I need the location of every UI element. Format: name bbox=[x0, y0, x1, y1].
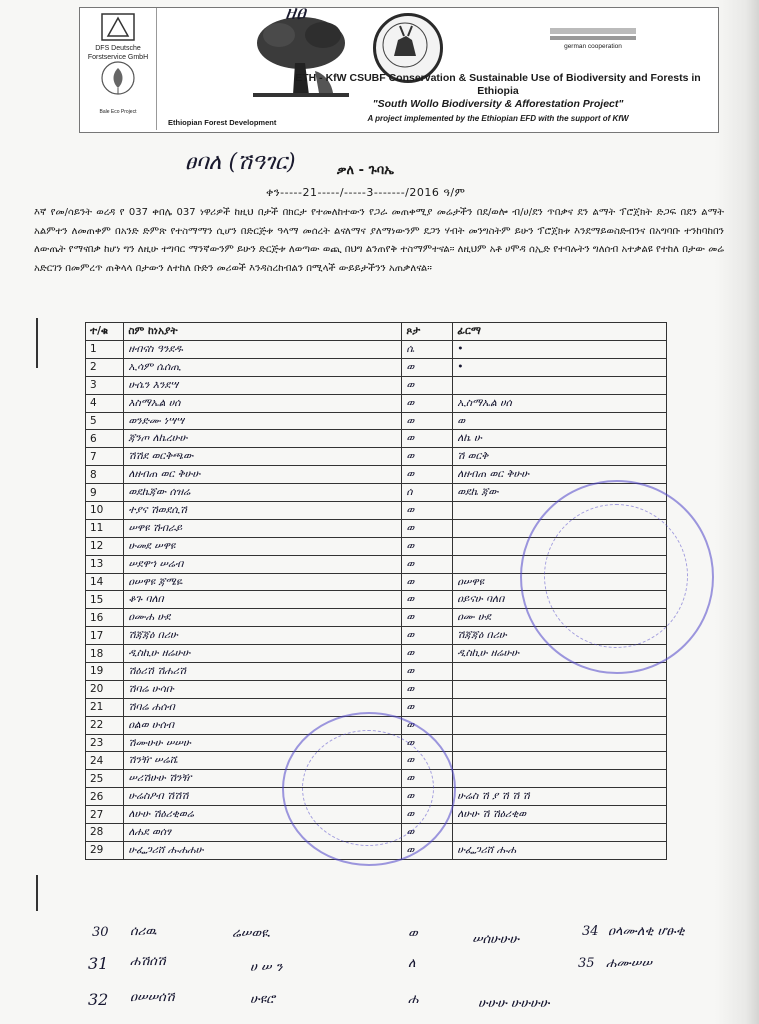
implementation-note: A project implemented by the Ethiopian EFD with the support of KfW bbox=[367, 114, 629, 123]
side-entry-number: 34 bbox=[582, 924, 599, 939]
attendee-signature: ለሁሁ ሽ ሽዕሪቂወ bbox=[453, 806, 667, 824]
stamp-inner-ring bbox=[544, 504, 688, 648]
attendee-sex: ወ bbox=[402, 680, 453, 698]
attendee-signature: ዐይናሁ ባለበ bbox=[453, 591, 667, 609]
attendee-name: ዘብናስ ዓንደዱ bbox=[124, 341, 402, 359]
table-row bbox=[86, 430, 667, 448]
table-row bbox=[86, 394, 667, 412]
row-number: 2 bbox=[86, 358, 124, 376]
attendee-signature bbox=[453, 734, 667, 752]
col-header-sex: ጾታ bbox=[402, 323, 453, 341]
attendee-name: ቆጉ ባለበ bbox=[124, 591, 402, 609]
attendee-signature bbox=[453, 824, 667, 842]
attendee-signature: ሁፌጋሪሸ ሑሐ bbox=[453, 841, 667, 859]
attendee-sex: ወ bbox=[402, 519, 453, 537]
row-number: 15 bbox=[86, 591, 124, 609]
minutes-body: እኛ የመ/ሳይንት ወረዳ የ 037 ቀበሌ 037 ነዋሪዎች ከዚህ በታች በክርታ የተመለከተውን የጋራ መጠቀሚያ መሬታችን በደ/ወሎ ብ/ሀ/ደን ጥበቃና ደን ልማት ፕሮጀክት ድጋፍ በደን ልማት አልምተን ለመጠቀም በአንድ ድምጽ የተስማማን ሲሆን በድርጅቱ ዓላማ መሰረት ልናለማና ያለማነውንም ደጋን ሃብት መንግስትም ይሁን ፕሮጀክቱ እንደማይወስድብንና በአግባቡ ተንከባከበን ለውጤት የማናበቃ ከሆነ ግን ለዚሁ ተግባር ማንኛውንም ይሁን ድርጅቱ ለወጣው ወጪ በህግ ልንጠየቅ ተስማምተናል። ለዚህም አቶ ሀሞዳ ሰኢድ የተባሉትን ግለሰብ አተቃልዩ የተከለ በታው መሬ አድርገን በመምረጥ ጠቅላላ በታውን ለተከለ ቡድን መሪወች እንዳስረከብልን በሚላች ውይይታችንን አጠቃለናል። bbox=[34, 207, 724, 274]
attendee-sex: ወ bbox=[402, 663, 453, 681]
row-number: 5 bbox=[86, 412, 124, 430]
row-number: 11 bbox=[86, 519, 124, 537]
side-entry-text: ሐሙሠሠ bbox=[606, 956, 652, 971]
col-header-signature: ፊርማ bbox=[453, 323, 667, 341]
row-number: 19 bbox=[86, 663, 124, 681]
attendee-sex: ወ bbox=[402, 537, 453, 555]
attendee-sex: ወ bbox=[402, 627, 453, 645]
row-number: 3 bbox=[86, 376, 124, 394]
attendee-name: ሽባሬ ሁሳቡ bbox=[124, 680, 402, 698]
attendee-name: ኢሳም ሴሰጢ bbox=[124, 358, 402, 376]
attendee-signature: ዐሠዋዩ bbox=[453, 573, 667, 591]
gc-logo-text: german cooperation bbox=[564, 43, 622, 50]
row-number: 28 bbox=[86, 824, 124, 842]
extra-row-sex: ወ bbox=[408, 926, 418, 941]
attendee-name: ወደኬጃው ሰዝሬ bbox=[124, 484, 402, 502]
attendee-name: ሽሽደ ወርቅጫው bbox=[124, 448, 402, 466]
attendee-sex: ወ bbox=[402, 698, 453, 716]
attendee-name: ጃንጦ ለኬረሁሁ bbox=[124, 430, 402, 448]
extra-row-signature: ሁሁሁ ሁሁሁሁ bbox=[478, 996, 550, 1011]
row-number: 12 bbox=[86, 537, 124, 555]
attendee-name: ሠሪሽሁሁ ሽንዥ bbox=[124, 770, 402, 788]
attendee-name: ለሐደ ወሰፃ bbox=[124, 824, 402, 842]
col-header-number: ተ/ቁ bbox=[86, 323, 124, 341]
attendee-sex: ወ bbox=[402, 466, 453, 484]
attendee-signature: ሽ ወርቅ bbox=[453, 448, 667, 466]
attendee-signature: ለኬ ሁ bbox=[453, 430, 667, 448]
attendee-name: እስማኤል ሀሰ bbox=[124, 394, 402, 412]
handwritten-heading: ፀባለ (ሽዓገር) bbox=[185, 150, 296, 175]
german-cooperation-logo bbox=[550, 28, 636, 58]
attendee-name: ለዘብጠ ወር ቅሁሁ bbox=[124, 466, 402, 484]
table-row bbox=[86, 448, 667, 466]
attendee-signature: ሽጃጃዕ በሪሁ bbox=[453, 627, 667, 645]
col-header-name: ስም ከነአያት bbox=[124, 323, 402, 341]
letterhead bbox=[79, 7, 719, 133]
attendee-sex: ወ bbox=[402, 734, 453, 752]
attendee-signature: ወ bbox=[453, 412, 667, 430]
attendee-sex: ወ bbox=[402, 502, 453, 520]
row-number: 9 bbox=[86, 484, 124, 502]
row-number: 7 bbox=[86, 448, 124, 466]
row-number: 25 bbox=[86, 770, 124, 788]
table-row bbox=[86, 358, 667, 376]
attendee-sex: ወ bbox=[402, 394, 453, 412]
extra-row-name2: ሁዩሮ bbox=[250, 992, 275, 1007]
extra-row-name2: ሬሠወዪ bbox=[232, 926, 270, 941]
attendee-name: ሽዕሪሽ ሽሐሪሽ bbox=[124, 663, 402, 681]
attendee-signature bbox=[453, 376, 667, 394]
attendee-sex: ወ bbox=[402, 573, 453, 591]
attendee-name: ሽንዥ ሠሬሼ bbox=[124, 752, 402, 770]
extra-row-number: 30 bbox=[92, 925, 109, 940]
table-row bbox=[86, 680, 667, 698]
attendee-sex: ወ bbox=[402, 609, 453, 627]
attendee-sex: ወ bbox=[402, 806, 453, 824]
attendee-signature bbox=[453, 770, 667, 788]
efd-logo bbox=[160, 8, 280, 130]
attendee-sex: ሴ bbox=[402, 341, 453, 359]
attendee-name: ሽጃጃዕ በሪሁ bbox=[124, 627, 402, 645]
date-line: ቀን-----21-----/-----3-------/2016 ዓ/ም bbox=[266, 186, 466, 199]
row-number: 10 bbox=[86, 502, 124, 520]
attendee-name: ለሁሁ ሽዕሪቂወሬ bbox=[124, 806, 402, 824]
attendee-name: ዐሙሐ ሁደ bbox=[124, 609, 402, 627]
attendee-sex: ወ bbox=[402, 591, 453, 609]
attendee-sex: ወ bbox=[402, 824, 453, 842]
attendee-signature: • bbox=[453, 341, 667, 359]
attendee-signature bbox=[453, 716, 667, 734]
project-title: ETH - KfW CSUBF Conservation & Sustainable Use of Biodiversity and Forests in Ethiopia bbox=[295, 72, 701, 97]
attendee-sex: ወ bbox=[402, 841, 453, 859]
scan-edge-shadow bbox=[715, 0, 759, 1024]
project-subtitle: "South Wollo Biodiversity & Afforestation Project" bbox=[372, 98, 624, 110]
attendee-sex: ወ bbox=[402, 555, 453, 573]
attendee-sex: ወ bbox=[402, 645, 453, 663]
extra-row-name2: ሀ ሠ ን bbox=[250, 960, 283, 975]
attendee-name: ተያና ሽወደሲሽ bbox=[124, 502, 402, 520]
side-entry-number: 35 bbox=[578, 956, 595, 971]
attendee-name: ሁፌጋሪሸ ሑሐሐሁ bbox=[124, 841, 402, 859]
attendee-signature: ሁሬስ ሽ ያ ሽ ሽ ሽ bbox=[453, 788, 667, 806]
row-number: 26 bbox=[86, 788, 124, 806]
table-header-row bbox=[86, 323, 667, 341]
attendee-name: ሽሙሁሁ ሠሠሁ bbox=[124, 734, 402, 752]
row-number: 1 bbox=[86, 341, 124, 359]
extra-row-name: ሐሽሰሽ bbox=[130, 954, 166, 969]
row-number: 16 bbox=[86, 609, 124, 627]
attendee-sex: ወ bbox=[402, 430, 453, 448]
table-row bbox=[86, 376, 667, 394]
row-number: 18 bbox=[86, 645, 124, 663]
attendee-sex: ወ bbox=[402, 752, 453, 770]
attendee-name: ሠደዋኀ ሠሬብ bbox=[124, 555, 402, 573]
attendee-signature: ዲስኪሁ ዘሬሁሁ bbox=[453, 645, 667, 663]
attendee-sex: ወ bbox=[402, 788, 453, 806]
attendee-signature bbox=[453, 698, 667, 716]
row-number: 6 bbox=[86, 430, 124, 448]
attendee-signature: ለዘብጠ ወር ቅሁሁ bbox=[453, 466, 667, 484]
minutes-title: ቃለ - ጉባኤ bbox=[337, 163, 394, 178]
attendee-sex: ወ bbox=[402, 448, 453, 466]
attendee-sex: ወ bbox=[402, 770, 453, 788]
extra-row-name: ሰሪዉ bbox=[130, 924, 157, 939]
row-number: 29 bbox=[86, 841, 124, 859]
attendee-signature bbox=[453, 680, 667, 698]
table-row bbox=[86, 341, 667, 359]
efd-caption: Ethiopian Forest Development bbox=[168, 118, 277, 127]
row-number: 23 bbox=[86, 734, 124, 752]
row-number: 13 bbox=[86, 555, 124, 573]
attendee-name: ወንድሙ ነሣሣ bbox=[124, 412, 402, 430]
attendee-signature: ኢስማኤል ሀሰ bbox=[453, 394, 667, 412]
attendee-name: ዐሠዋዩ ጃሜዬ bbox=[124, 573, 402, 591]
attendee-signature: • bbox=[453, 358, 667, 376]
attendee-name: ሽባሬ ሐሰብ bbox=[124, 698, 402, 716]
official-stamp bbox=[282, 712, 456, 866]
row-number: 4 bbox=[86, 394, 124, 412]
row-number: 20 bbox=[86, 680, 124, 698]
extra-row-sex: ለ bbox=[408, 956, 416, 971]
attendee-sex: ሰ bbox=[402, 484, 453, 502]
table-row bbox=[86, 466, 667, 484]
row-number: 17 bbox=[86, 627, 124, 645]
attendee-name: ሁሬስዖብ ሽሽሽ bbox=[124, 788, 402, 806]
attendee-sex: ወ bbox=[402, 412, 453, 430]
attendee-signature bbox=[453, 752, 667, 770]
attendee-signature: ዐሙ ሁደ bbox=[453, 609, 667, 627]
dfs-logo-sub: Bale Eco Project bbox=[99, 109, 137, 115]
row-number: 8 bbox=[86, 466, 124, 484]
row-number: 24 bbox=[86, 752, 124, 770]
attendee-sex: ወ bbox=[402, 716, 453, 734]
attendee-name: ሁሴን እንደሣ bbox=[124, 376, 402, 394]
attendee-signature: ወደኬ ጃው bbox=[453, 484, 667, 502]
dfs-logo-text: DFS Deutsche Forstservice GmbH bbox=[87, 45, 149, 61]
row-number: 22 bbox=[86, 716, 124, 734]
extra-row-number: 32 bbox=[88, 990, 109, 1009]
table-row bbox=[86, 412, 667, 430]
dfs-logo bbox=[80, 8, 157, 130]
extra-row-name: ዐሠሠሰሽ bbox=[130, 990, 175, 1005]
top-scribble: ዘፀ bbox=[285, 0, 306, 24]
row-number: 27 bbox=[86, 806, 124, 824]
extra-row-number: 31 bbox=[88, 954, 109, 973]
attendee-name: ዐልወ ሁሰብ bbox=[124, 716, 402, 734]
attendee-name: ዲስኪሁ ዘሬሁሁ bbox=[124, 645, 402, 663]
attendee-name: ሁመደ ሠዋዩ bbox=[124, 537, 402, 555]
margin-mark bbox=[36, 318, 38, 368]
stamp-inner-ring bbox=[302, 730, 434, 846]
row-number: 14 bbox=[86, 573, 124, 591]
official-stamp bbox=[520, 480, 714, 674]
extra-row-sex: ሐ bbox=[408, 992, 419, 1007]
attendee-sex: ወ bbox=[402, 358, 453, 376]
margin-mark bbox=[36, 875, 38, 911]
attendee-name: ሠዋዩ ሽብራይ bbox=[124, 519, 402, 537]
attendee-sex: ወ bbox=[402, 376, 453, 394]
row-number: 21 bbox=[86, 698, 124, 716]
side-entry-text: ዐላሙለቂ ሆፁቂ bbox=[608, 924, 685, 939]
extra-row-signature: ሠሰሁሁሁ bbox=[472, 932, 519, 947]
animal-emblem-icon bbox=[376, 16, 434, 74]
